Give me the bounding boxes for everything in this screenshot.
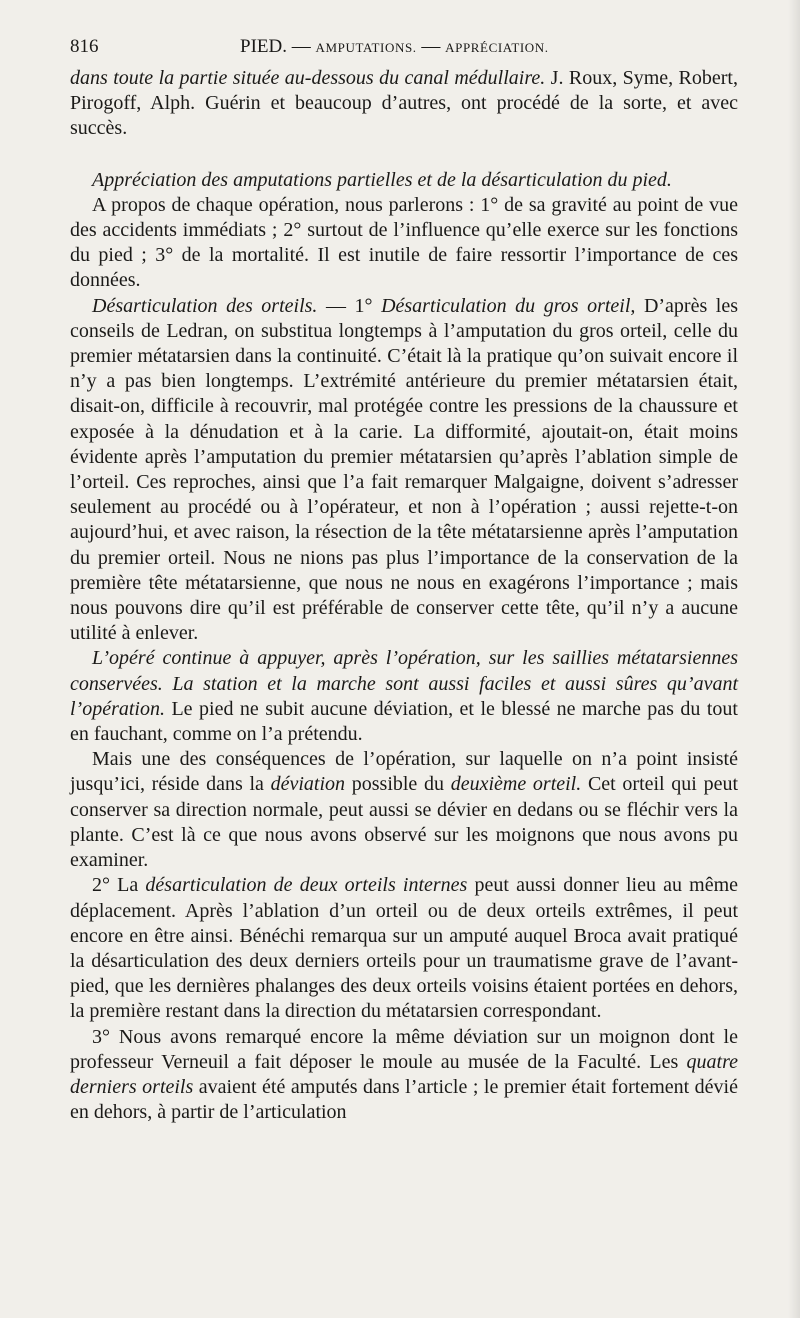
- header-section-appreciation: APPRÉCIATION.: [445, 40, 549, 55]
- paragraph: [70, 1025, 738, 1126]
- header-title: PIED.: [240, 36, 287, 57]
- header-dash: —: [286, 36, 316, 57]
- paragraph-text: — 1°: [317, 294, 382, 317]
- paragraph-continuation: [70, 66, 738, 142]
- paragraph: [70, 646, 738, 747]
- italic-phrase: dans toute la partie située au-dessous du canal médullaire.: [70, 67, 546, 89]
- header-dash: —: [416, 36, 446, 57]
- paragraph-text: peut aussi donner lieu au même déplacement. Après l’ablation d’un orteil ou de deux orteils extrêmes, il peut encore en être ainsi. Bénéchi remarqua sur un amputé auquel Broca avait pratiqué la désarticulation des deux derniers orteils pour un traumatisme grave de l’avant-pied, que les dernières phalanges des deux orteils voisins étaient portées en dehors, la première restant dans la direction du métatarsien correspondant.: [70, 874, 739, 1023]
- page-number: 816: [70, 36, 99, 57]
- paragraph: [70, 193, 738, 294]
- paragraph: [70, 747, 738, 873]
- paragraph-text: Cet orteil qui peut conserver sa direction normale, peut aussi se dévier en dedans ou se fléchir vers la plante. C’est là ce que nous avons observé sur les moignons que nous avons pu examiner.: [70, 773, 738, 872]
- page-body: [70, 66, 738, 1125]
- paragraph-text: 3° Nous avons remarqué encore la même déviation sur un moignon dont le professeur Verneuil a fait déposer le moule au musée de la Faculté. Les: [70, 1025, 738, 1073]
- running-header: [70, 34, 736, 60]
- paragraph: [70, 294, 738, 647]
- italic-phrase: désarticulation de deux orteils internes: [145, 874, 468, 897]
- subsection-subheading: Désarticulation du gros orteil,: [381, 294, 636, 317]
- paragraph-text: avaient été amputés dans l’article ; le premier était fortement dévié en dehors, à partir de l’articulation: [70, 1075, 738, 1124]
- italic-phrase: deuxième orteil.: [450, 773, 582, 796]
- italic-phrase: déviation: [270, 773, 346, 796]
- subsection-heading: Désarticulation des orteils.: [92, 294, 318, 317]
- header-section-amputations: AMPUTATIONS.: [315, 40, 417, 55]
- running-title: [240, 34, 549, 61]
- page-edge-shadow: [788, 0, 800, 1318]
- paragraph-text: Mais une des conséquences de l’opération, sur laquelle on n’a point insisté jusqu’ici, réside dans la: [70, 748, 738, 796]
- paragraph-text: A propos de chaque opération, nous parlerons : 1° de sa gravité au point de vue des accidents immédiats ; 2° surtout de l’influence qu’elle exerce sur les fonctions du pied ; 3° de la mortalité. Il est inutile de faire ressortir l’importance de ces données.: [70, 193, 738, 292]
- paragraph-text: 2° La: [92, 874, 146, 897]
- section-heading-text: Appréciation des amputations partielles et de la désarticulation du pied.: [92, 168, 672, 191]
- italic-phrase: quatre derniers orteils: [70, 1050, 738, 1098]
- paragraph-text: J. Roux, Syme, Robert, Pirogoff, Alph. Guérin et beaucoup d’autres, ont procédé de la sorte, et avec succès.: [70, 67, 738, 140]
- paragraph-text: D’après les conseils de Ledran, on substitua longtemps à l’amputation du gros orteil, celle du premier métatarsien dans la continuité. C’était là la pratique qu’on suivait encore il n’y a pas bien longtemps. L’extrémité antérieure du premier métatarsien était, disait-on, difficile à recouvrir, mal protégée contre les pressions de la chaussure et exposée à la dénudation et à la carie. La difformité, ajoutait-on, était moins évidente après l’amputation du premier métatarsien qu’après l’ablation simple de l’orteil. Ces reproches, ainsi que l’a fait remarquer Malgaigne, doivent s’adresser seulement au procédé ou à l’opérateur, et non à l’opération ; aussi rejette-t-on aujourd’hui, et avec raison, la résection de la tête métatarsienne après l’amputation du premier orteil. Nous ne nions pas plus l’importance de la conservation de la première tête métatarsienne, que nous ne nous en exagérons l’importance ; mais nous pouvons dire qu’il est préférable de conserver cette tête, qu’il n’y a aucune utilité à enlever.: [70, 294, 739, 645]
- paragraph-text: Le pied ne subit aucune déviation, et le blessé ne marche pas du tout en fauchant, comme on l’a prétendu.: [70, 697, 738, 746]
- paragraph-text: possible du: [345, 773, 451, 796]
- italic-phrase: L’opéré continue à appuyer, après l’opération, sur les saillies métatarsiennes conservées. La station et la marche sont aussi faciles et aussi sûres qu’avant l’opération.: [70, 647, 738, 720]
- paragraph: [70, 873, 738, 1024]
- section-heading: [70, 168, 738, 193]
